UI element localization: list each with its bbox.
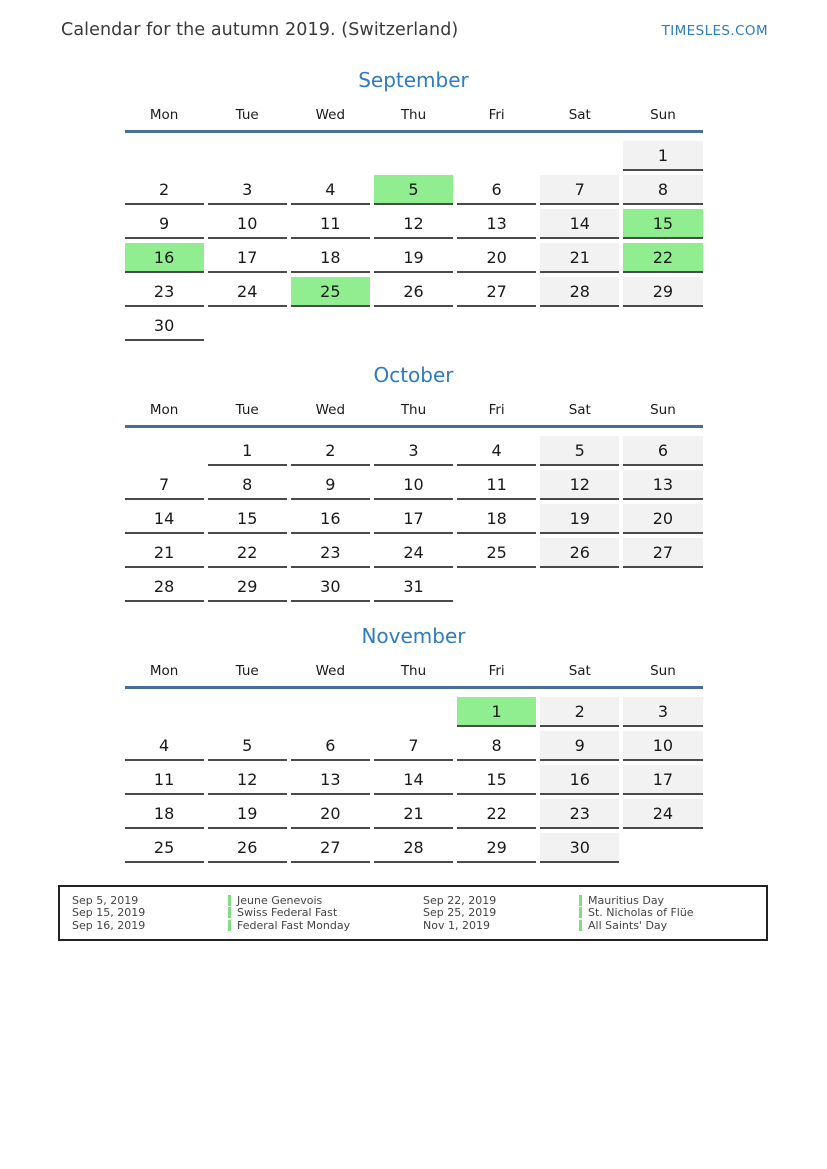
day-cell-october-13: 13: [623, 470, 702, 500]
day-cell-november-4: 4: [125, 731, 204, 761]
legend-date: Sep 5, 2019: [72, 893, 139, 907]
day-cell-november-10: 10: [623, 731, 702, 761]
day-cell-november-26: 26: [208, 833, 287, 863]
day-cell-september-10: 10: [208, 209, 287, 239]
empty-cell: [457, 141, 536, 171]
weekday-label-sat: Sat: [568, 663, 591, 679]
weekday-header-row: [125, 663, 703, 680]
day-cell-november-27: 27: [291, 833, 370, 863]
day-cell-october-20: 20: [623, 504, 702, 534]
empty-cell: [208, 697, 287, 727]
day-cell-september-21: 21: [540, 243, 619, 273]
day-cell-november-28: 28: [374, 833, 453, 863]
empty-cell: [125, 141, 204, 171]
day-cell-november-24: 24: [623, 799, 702, 829]
day-cell-november-30: 30: [540, 833, 619, 863]
weekday-label-thu: Thu: [400, 402, 427, 418]
empty-cell: [291, 311, 370, 341]
day-cell-october-25: 25: [457, 538, 536, 568]
legend-date: Sep 22, 2019: [423, 893, 497, 907]
day-cell-september-22: 22: [623, 243, 702, 273]
day-cell-october-8: 8: [208, 470, 287, 500]
empty-cell: [623, 833, 702, 863]
empty-cell: [374, 697, 453, 727]
weekday-label-sat: Sat: [568, 107, 591, 123]
day-cell-october-31: 31: [374, 572, 453, 602]
legend-holiday: [579, 894, 664, 907]
legend-entry: [72, 919, 403, 932]
day-cell-november-17: 17: [623, 765, 702, 795]
day-cell-november-6: 6: [291, 731, 370, 761]
empty-cell: [540, 141, 619, 171]
empty-cell: [457, 311, 536, 341]
day-cell-october-27: 27: [623, 538, 702, 568]
day-cell-november-16: 16: [540, 765, 619, 795]
holiday-marker-icon: [228, 920, 231, 931]
empty-cell: [374, 311, 453, 341]
holiday-legend: [58, 885, 768, 941]
legend-date: Sep 15, 2019: [72, 906, 146, 920]
empty-cell: [540, 572, 619, 602]
month-title-november: November: [361, 624, 466, 648]
day-cell-october-23: 23: [291, 538, 370, 568]
empty-cell: [457, 572, 536, 602]
months-container: [0, 68, 827, 863]
day-cell-september-19: 19: [374, 243, 453, 273]
day-cell-october-19: 19: [540, 504, 619, 534]
day-cell-october-14: 14: [125, 504, 204, 534]
day-cell-september-28: 28: [540, 277, 619, 307]
day-cell-october-24: 24: [374, 538, 453, 568]
day-cell-september-11: 11: [291, 209, 370, 239]
day-cell-october-2: 2: [291, 436, 370, 466]
day-cell-september-14: 14: [540, 209, 619, 239]
weekday-label-thu: Thu: [400, 663, 427, 679]
day-cell-september-15: 15: [623, 209, 702, 239]
day-cell-november-13: 13: [291, 765, 370, 795]
empty-cell: [291, 697, 370, 727]
weekday-label-mon: Mon: [149, 402, 179, 418]
day-cell-october-28: 28: [125, 572, 204, 602]
brand-link[interactable]: TIMESLES.COM: [661, 23, 768, 39]
day-cell-september-27: 27: [457, 277, 536, 307]
day-cell-september-8: 8: [623, 175, 702, 205]
legend-holiday-label: Federal Fast Monday: [237, 918, 351, 932]
day-cell-september-16: 16: [125, 243, 204, 273]
legend-entry: [423, 894, 754, 907]
month-title-october: October: [373, 363, 454, 387]
day-cell-november-15: 15: [457, 765, 536, 795]
empty-cell: [208, 311, 287, 341]
day-cell-november-2: 2: [540, 697, 619, 727]
day-cell-october-17: 17: [374, 504, 453, 534]
weekday-label-fri: Fri: [488, 107, 505, 123]
month-grid-september: [125, 141, 703, 341]
day-cell-october-5: 5: [540, 436, 619, 466]
empty-cell: [125, 697, 204, 727]
day-cell-october-4: 4: [457, 436, 536, 466]
day-cell-september-3: 3: [208, 175, 287, 205]
page-title: Calendar for the autumn 2019. (Switzerland): [61, 20, 459, 40]
day-cell-september-1: 1: [623, 141, 702, 171]
day-cell-october-29: 29: [208, 572, 287, 602]
legend-holiday-label: Jeune Genevois: [237, 893, 323, 907]
legend-holiday: [579, 919, 667, 932]
day-cell-november-23: 23: [540, 799, 619, 829]
day-cell-november-29: 29: [457, 833, 536, 863]
holiday-marker-icon: [579, 920, 582, 931]
day-cell-september-6: 6: [457, 175, 536, 205]
day-cell-october-18: 18: [457, 504, 536, 534]
day-cell-september-18: 18: [291, 243, 370, 273]
day-cell-november-18: 18: [125, 799, 204, 829]
day-cell-october-10: 10: [374, 470, 453, 500]
legend-holiday-label: All Saints' Day: [588, 918, 668, 932]
day-cell-october-3: 3: [374, 436, 453, 466]
day-cell-november-3: 3: [623, 697, 702, 727]
day-cell-september-30: 30: [125, 311, 204, 341]
weekday-label-sun: Sun: [650, 107, 676, 123]
weekday-label-wed: Wed: [315, 663, 346, 679]
holiday-marker-icon: [579, 907, 582, 918]
weekday-label-fri: Fri: [488, 402, 505, 418]
day-cell-november-1: 1: [457, 697, 536, 727]
day-cell-october-15: 15: [208, 504, 287, 534]
header-rule: [125, 425, 703, 428]
legend-holiday: [228, 906, 337, 919]
weekday-header-row: [125, 107, 703, 124]
day-cell-september-5: 5: [374, 175, 453, 205]
day-cell-october-30: 30: [291, 572, 370, 602]
day-cell-november-12: 12: [208, 765, 287, 795]
day-cell-september-20: 20: [457, 243, 536, 273]
weekday-label-tue: Tue: [235, 107, 259, 123]
day-cell-november-7: 7: [374, 731, 453, 761]
empty-cell: [125, 436, 204, 466]
day-cell-october-9: 9: [291, 470, 370, 500]
day-cell-october-1: 1: [208, 436, 287, 466]
day-cell-october-26: 26: [540, 538, 619, 568]
day-cell-october-16: 16: [291, 504, 370, 534]
legend-date: Sep 25, 2019: [423, 906, 497, 920]
holiday-marker-icon: [228, 907, 231, 918]
day-cell-october-21: 21: [125, 538, 204, 568]
day-cell-september-26: 26: [374, 277, 453, 307]
day-cell-october-22: 22: [208, 538, 287, 568]
weekday-label-mon: Mon: [149, 107, 179, 123]
weekday-header-row: [125, 402, 703, 419]
month-november: [125, 624, 703, 863]
legend-entry: [423, 919, 754, 932]
weekday-label-tue: Tue: [235, 402, 259, 418]
empty-cell: [374, 141, 453, 171]
day-cell-september-13: 13: [457, 209, 536, 239]
day-cell-september-7: 7: [540, 175, 619, 205]
day-cell-november-14: 14: [374, 765, 453, 795]
month-september: [125, 68, 703, 341]
empty-cell: [291, 141, 370, 171]
weekday-label-sat: Sat: [568, 402, 591, 418]
day-cell-october-11: 11: [457, 470, 536, 500]
day-cell-november-9: 9: [540, 731, 619, 761]
empty-cell: [623, 311, 702, 341]
day-cell-november-22: 22: [457, 799, 536, 829]
day-cell-september-29: 29: [623, 277, 702, 307]
day-cell-september-24: 24: [208, 277, 287, 307]
day-cell-october-7: 7: [125, 470, 204, 500]
weekday-label-mon: Mon: [149, 663, 179, 679]
day-cell-november-19: 19: [208, 799, 287, 829]
legend-holiday: [228, 894, 322, 907]
day-cell-september-17: 17: [208, 243, 287, 273]
month-grid-october: [125, 436, 703, 602]
month-grid-november: [125, 697, 703, 863]
legend-date: Sep 16, 2019: [72, 918, 146, 932]
day-cell-september-12: 12: [374, 209, 453, 239]
day-cell-september-4: 4: [291, 175, 370, 205]
legend-entry: [72, 907, 403, 920]
holiday-marker-icon: [228, 895, 231, 906]
weekday-label-wed: Wed: [315, 107, 346, 123]
weekday-label-tue: Tue: [235, 663, 259, 679]
weekday-label-thu: Thu: [400, 107, 427, 123]
day-cell-november-5: 5: [208, 731, 287, 761]
day-cell-september-2: 2: [125, 175, 204, 205]
holiday-marker-icon: [579, 895, 582, 906]
month-october: [125, 363, 703, 602]
legend-holiday: [228, 919, 350, 932]
empty-cell: [540, 311, 619, 341]
legend-holiday-label: Swiss Federal Fast: [237, 906, 338, 920]
legend-entry: [423, 907, 754, 920]
weekday-label-sun: Sun: [650, 663, 676, 679]
day-cell-september-23: 23: [125, 277, 204, 307]
legend-holiday: [579, 906, 694, 919]
header-rule: [125, 130, 703, 133]
day-cell-november-11: 11: [125, 765, 204, 795]
weekday-label-sun: Sun: [650, 402, 676, 418]
day-cell-november-25: 25: [125, 833, 204, 863]
header-rule: [125, 686, 703, 689]
day-cell-november-21: 21: [374, 799, 453, 829]
day-cell-september-9: 9: [125, 209, 204, 239]
day-cell-october-12: 12: [540, 470, 619, 500]
day-cell-november-20: 20: [291, 799, 370, 829]
day-cell-september-25: 25: [291, 277, 370, 307]
day-cell-october-6: 6: [623, 436, 702, 466]
legend-holiday-label: St. Nicholas of Flüe: [588, 906, 694, 920]
weekday-label-fri: Fri: [488, 663, 505, 679]
legend-holiday-label: Mauritius Day: [588, 893, 665, 907]
empty-cell: [208, 141, 287, 171]
day-cell-november-8: 8: [457, 731, 536, 761]
legend-date: Nov 1, 2019: [423, 918, 490, 932]
month-title-september: September: [358, 68, 469, 92]
empty-cell: [623, 572, 702, 602]
weekday-label-wed: Wed: [315, 402, 346, 418]
top-header: [0, 0, 827, 40]
legend-entry: [72, 894, 403, 907]
